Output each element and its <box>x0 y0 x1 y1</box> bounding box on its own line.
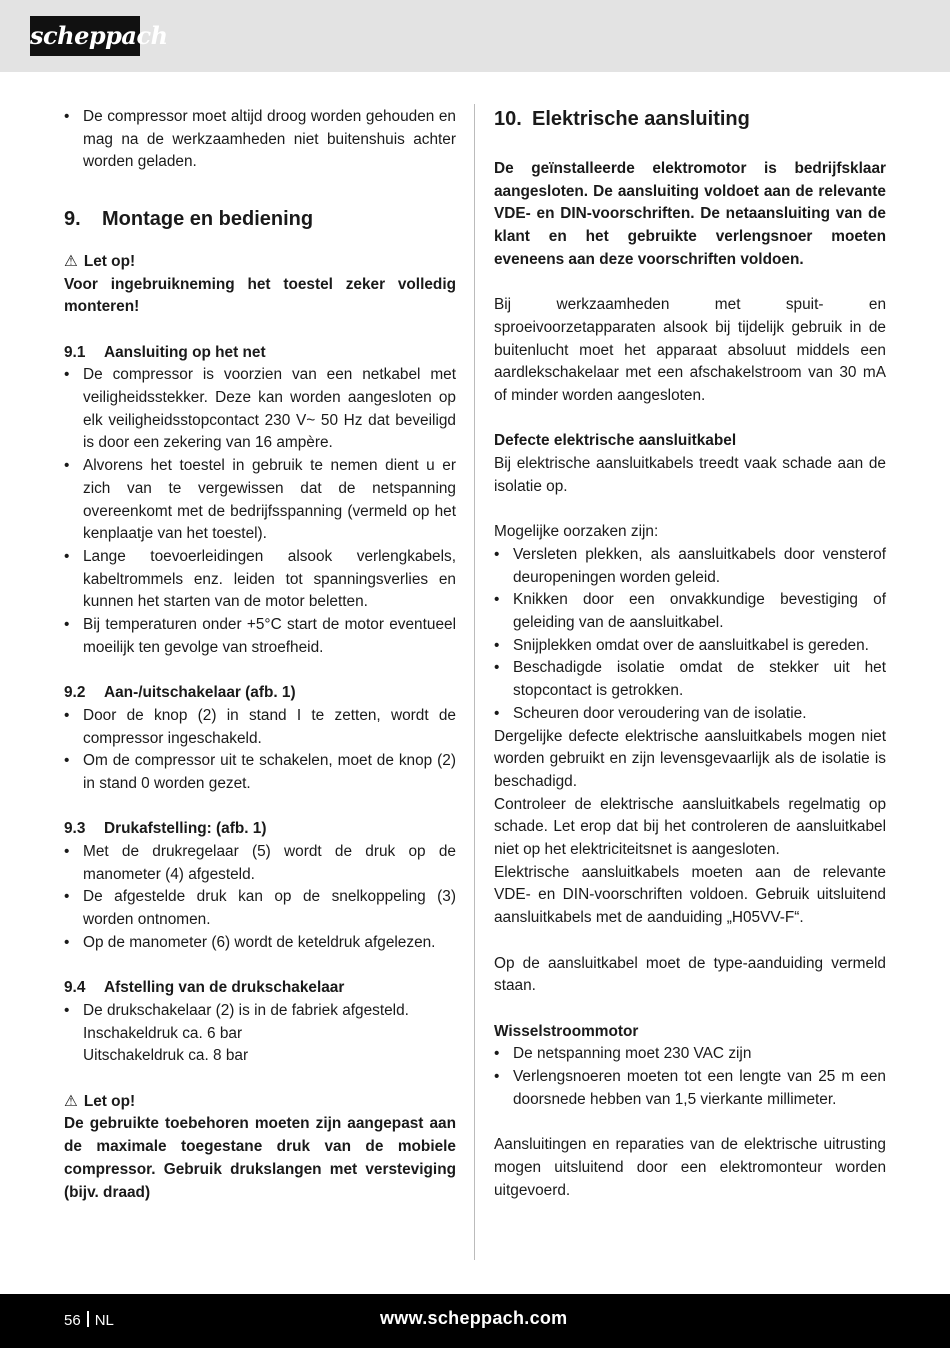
danger-paragraph: Dergelijke defecte elektrische aansluitkabels mogen niet worden gebruikt en zijn levensgevaarlijk als de isolatie is beschadigd. <box>494 727 886 790</box>
h05vv-paragraph: Elektrische aansluitkabels moeten aan de relevante VDE- en DIN-voorschriften voldoen. Gebruik uitsluitend aansluitkabels met de aanduiding „H05VV-F“. <box>494 863 886 927</box>
warning-triangle-icon: ⚠ <box>64 1092 78 1110</box>
type-label-paragraph: Op de aansluitkabel moet de type-aanduiding vermeld staan. <box>494 954 886 995</box>
section-title: Afstelling van de drukschakelaar <box>104 979 345 997</box>
section-number: 9.1 <box>64 343 86 361</box>
list-item: • Verlengsnoeren moeten tot een lengte van 25 m een doorsnede hebben van 1,5 vierkante millimeter. <box>494 1066 886 1111</box>
list-item: • De drukschakelaar (2) is in de fabriek afgesteld. <box>64 1000 456 1023</box>
switch-off-pressure: Uitschakeldruk ca. 8 bar <box>83 1047 249 1065</box>
section-9-1-list <box>64 364 456 659</box>
section-title: Drukafstelling: (afb. 1) <box>104 820 267 838</box>
brand-logo: scheppach <box>30 16 140 56</box>
warning-2 <box>64 1091 456 1114</box>
list-item: • Door de knop (2) in stand I te zetten, wordt de compressor ingeschakeld. <box>64 705 456 750</box>
section-title: Montage en bediening <box>102 207 314 230</box>
warning-triangle-icon: ⚠ <box>64 252 78 270</box>
defect-cable-text: Bij elektrische aansluitkabels treedt vaak schade aan de isolatie op. <box>494 455 886 495</box>
page-footer <box>0 1294 950 1348</box>
ac-motor-heading: Wisselstroommotor <box>494 1022 639 1040</box>
rcd-paragraph: Bij werkzaamheden met spuit- en sproeivoorzetapparaten alsook bij tijdelijk gebruik in de buitenlucht moet het apparaat absoluut middels een aardlekschakelaar met een afschakelstroom van 30 mA of minder worden aangesloten. <box>494 296 886 405</box>
list-item: • Alvorens het toestel in gebruik te nemen dient u er zich van te vergewissen dat de netspanning overeenkomt met de bedrijfsspanning (vermeld op het kenplaatje van het toestel). <box>64 455 456 546</box>
section-9-heading <box>64 206 456 232</box>
section-9-2-heading <box>64 682 456 705</box>
ac-motor-list <box>494 1043 886 1111</box>
list-item: • Met de drukregelaar (5) wordt de druk op de manometer (4) afgesteld. <box>64 841 456 886</box>
section-9-3-list <box>64 841 456 955</box>
section-number: 9. <box>64 207 81 230</box>
section-number: 9.4 <box>64 979 86 997</box>
list-item: • De afgestelde druk kan op de snelkoppeling (3) worden ontnomen. <box>64 886 456 931</box>
page-header <box>0 0 950 72</box>
list-item: • Versleten plekken, als aansluitkabels door vensterof deuropeningen worden geleid. <box>494 544 886 589</box>
list-item: • Lange toevoerleidingen alsook verlengkabels, kabeltrommels enz. leiden tot spanningsverlies en kunnen het starten van de motor beletten. <box>64 546 456 614</box>
causes-list <box>494 544 886 726</box>
switch-on-pressure: Inschakeldruk ca. 6 bar <box>83 1024 243 1042</box>
warning-1 <box>64 251 456 274</box>
language-code: NL <box>94 1312 114 1329</box>
website-link[interactable]: www.scheppach.com <box>380 1308 568 1328</box>
list-item: • Op de manometer (6) wordt de keteldruk afgelezen. <box>64 932 456 955</box>
list-item: • Snijplekken omdat over de aansluitkabel is gereden. <box>494 635 886 658</box>
warning-label: Let op! <box>83 252 136 270</box>
section-9-4-list <box>64 1000 456 1023</box>
warning-label: Let op! <box>83 1092 136 1110</box>
section-9-2-list <box>64 705 456 796</box>
causes-intro: Mogelijke oorzaken zijn: <box>494 523 659 541</box>
section-9-4-heading <box>64 977 456 1000</box>
section-title: Aansluiting op het net <box>104 343 266 361</box>
section-10-heading <box>494 106 886 132</box>
intro-bold-paragraph: De geïnstalleerde elektromotor is bedrijfsklaar aangesloten. De aansluiting voldoet aan de relevante VDE- en DIN-voorschriften. De netaansluiting van de klant en het gebruikte verlengsnoer moeten eveneens aan deze voorschriften voldoen. <box>494 160 886 268</box>
intro-list <box>64 106 456 174</box>
list-item: • Beschadigde isolatie omdat de stekker uit het stopcontact is getrokken. <box>494 657 886 702</box>
section-9-1-heading <box>64 342 456 365</box>
list-item: • Bij temperaturen onder +5°C start de motor eventueel moeilijk ten gevolge van stroefheid. <box>64 614 456 659</box>
left-column <box>64 106 456 1204</box>
list-item: • Knikken door een onvakkundige bevestiging of geleiding van de aansluitkabel. <box>494 589 886 634</box>
section-number: 10. <box>494 108 522 130</box>
list-item: • Scheuren door veroudering van de isolatie. <box>494 703 886 726</box>
right-column <box>494 106 886 1202</box>
section-number: 9.2 <box>64 684 86 702</box>
page-number-value: 56 <box>64 1312 81 1329</box>
section-title: Aan-/uitschakelaar (afb. 1) <box>104 684 296 702</box>
warning-1-text: Voor ingebruikneming het toestel zeker volledig monteren! <box>64 275 456 316</box>
section-9-3-heading <box>64 818 456 841</box>
section-number: 9.3 <box>64 820 86 838</box>
list-item: • De netspanning moet 230 VAC zijn <box>494 1043 886 1066</box>
section-title: Elektrische aansluiting <box>532 108 750 130</box>
list-item: • Om de compressor uit te schakelen, moet de knop (2) in stand 0 worden gezet. <box>64 750 456 795</box>
check-paragraph: Controleer de elektrische aansluitkabels regelmatig op schade. Let erop dat bij het controleren de aansluitkabel niet op het elektriciteitsnet is aangesloten. <box>494 795 886 859</box>
column-divider <box>474 104 475 1260</box>
warning-2-text: De gebruikte toebehoren moeten zijn aangepast aan de maximale toegestane druk van de mobiele compressor. Gebruik drukslangen met versteviging (bijv. draad) <box>64 1115 456 1201</box>
page-number <box>64 1311 114 1329</box>
list-item: • De compressor moet altijd droog worden gehouden en mag na de werkzaamheden niet buitenshuis achter worden geladen. <box>64 106 456 174</box>
defect-cable-heading: Defecte elektrische aansluitkabel <box>494 432 737 450</box>
list-item: • De compressor is voorzien van een netkabel met veiligheidsstekker. Deze kan worden aangesloten op elk veiligheidsstopcontact 230 V~ 50 Hz dat beveiligd is door een zekering van 16 ampère. <box>64 364 456 455</box>
final-paragraph: Aansluitingen en reparaties van de elektrische uitrusting mogen uitsluitend door een elektromonteur worden uitgevoerd. <box>494 1136 886 1199</box>
